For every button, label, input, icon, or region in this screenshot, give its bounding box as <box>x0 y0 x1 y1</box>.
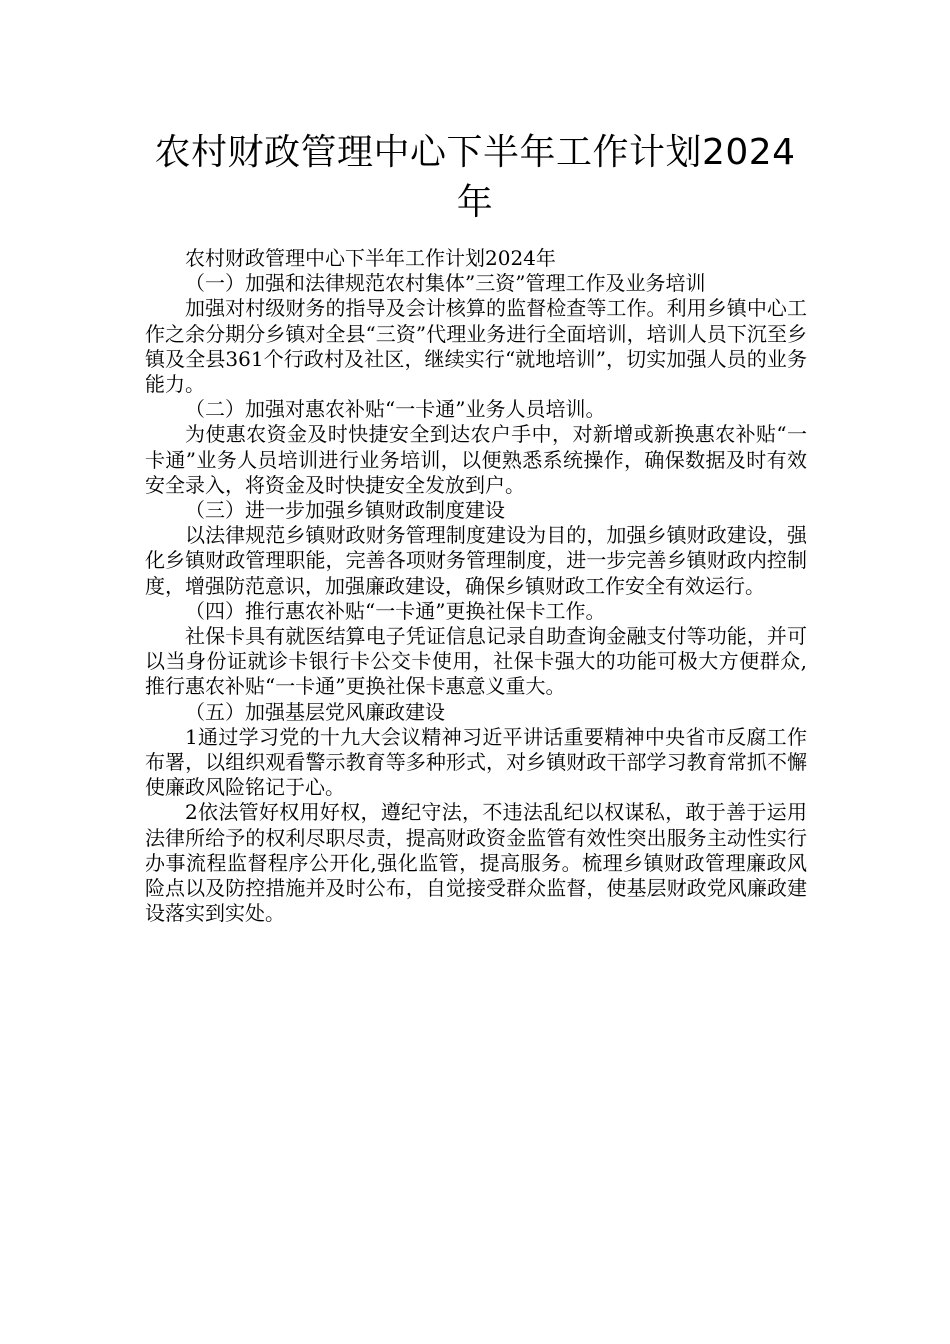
document-title: 农村财政管理中心下半年工作计划2024年 <box>154 132 796 223</box>
section-heading-5: （五）加强基层党风廉政建设 <box>185 699 445 724</box>
paragraph: 以法律规范乡镇财政财务管理制度建设为目的，加强乡镇财政建设，强化乡镇财政管理职能，完善各项财务管理制度，进一步完善乡镇财政内控制度，增强防范意识，加强廉政建设，确保乡镇财政工作安全有效运行。 <box>145 523 807 598</box>
section-heading-1: （一）加强和法律规范农村集体”三资”管理工作及业务培训 <box>185 271 706 296</box>
paragraph: 为使惠农资金及时快捷安全到达农户手中，对新增或新换惠农补贴“一卡通”业务人员培训进行业务培训，以便熟悉系统操作，确保数据及时有效安全录入，将资金及时快捷安全发放到户。 <box>145 422 807 497</box>
paragraph: 社保卡具有就医结算电子凭证信息记录自助查询金融支付等功能，并可以当身份证就诊卡银行卡公交卡使用，社保卡强大的功能可极大方便群众,推行惠农补贴“一卡通”更换社保卡惠意义重大。 <box>145 624 807 699</box>
document-body <box>145 246 807 926</box>
paragraph: 加强对村级财务的指导及会计核算的监督检查等工作。利用乡镇中心工作之余分期分乡镇对全县“三资”代理业务进行全面培训，培训人员下沉至乡镇及全县361个行政村及社区，继续实行“就地培训”，切实加强人员的业务能力。 <box>145 296 807 397</box>
section-heading-4: （四）推行惠农补贴“一卡通”更换社保卡工作。 <box>185 598 606 623</box>
section-heading-2: （二）加强对惠农补贴“一卡通”业务人员培训。 <box>185 397 606 422</box>
paragraph: 1通过学习党的十九大会议精神习近平讲话重要精神中央省市反腐工作布署，以组织观看警示教育等多种形式，对乡镇财政干部学习教育常抓不懈使廉政风险铭记于心。 <box>145 724 807 800</box>
paragraph: 2依法管好权用好权，遵纪守法，不违法乱纪以权谋私，敢于善于运用法律所给予的权利尽职尽责，提高财政资金监管有效性突出服务主动性实行办事流程监督程序公开化,强化监管，提高服务。梳理乡镇财政管理廉政风险点以及防控措施并及时公布，自觉接受群众监督，使基层财政党风廉政建设落实到实处。 <box>145 800 807 926</box>
section-heading-3: （三）进一步加强乡镇财政制度建设 <box>185 498 505 523</box>
paragraph-heading: 农村财政管理中心下半年工作计划2024年 <box>185 246 556 270</box>
